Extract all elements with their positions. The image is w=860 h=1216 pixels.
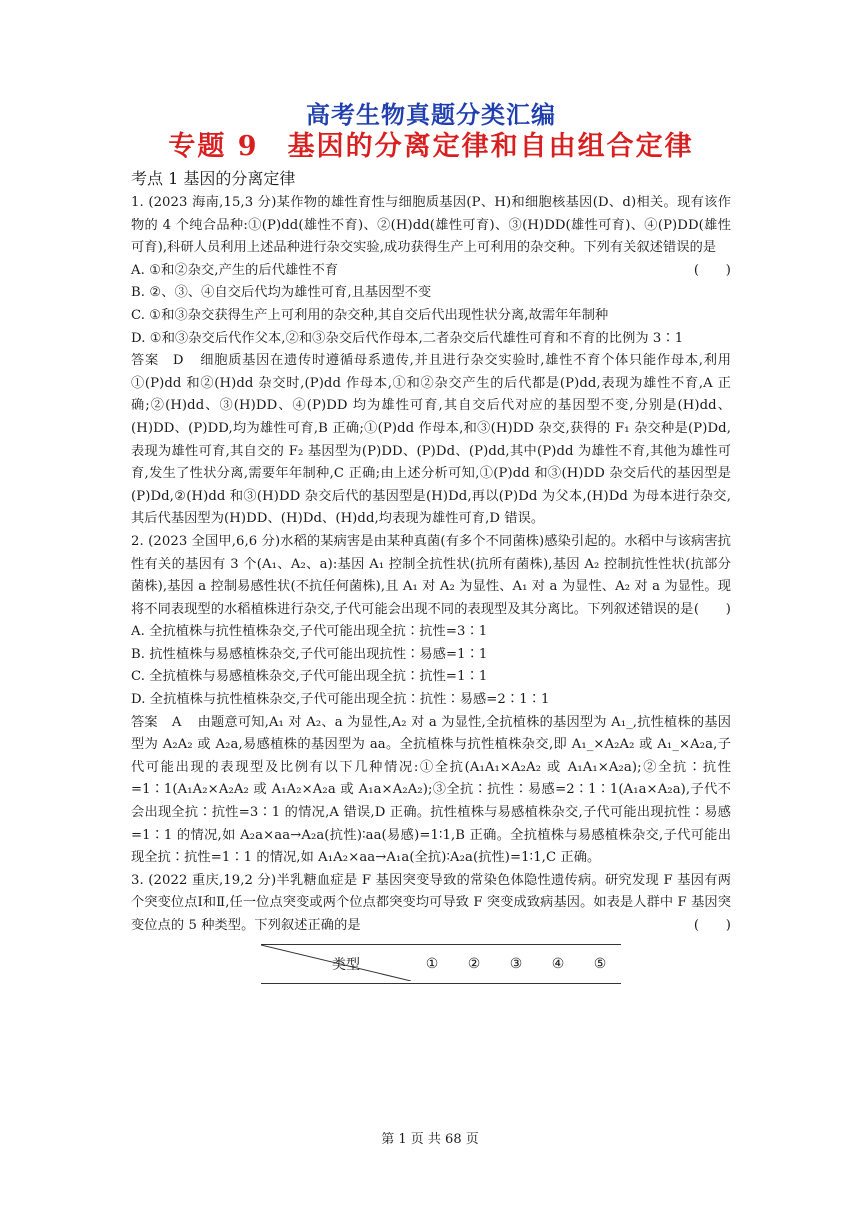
answer-letter: D — [172, 353, 184, 369]
question-stem-text: 1. (2023 海南,15,3 分)某作物的雄性育性与细胞质基因(P、H)和细胞核基因(D、d)相关。现有该作物的 4 个纯合品种:①(P)dd(雄性不育)、②(H)dd(雄性可育)、③(H)DD(雄性可育)、④(P)DD(雄性可育),科研人员利用上述品种进行杂交实验,成功获得生产上可利用的杂交种。下列有关叙述错误的是 — [131, 195, 731, 256]
option-a: A. ①和②杂交,产生的后代雄性不育 — [131, 262, 339, 278]
question-stem — [131, 531, 731, 621]
question-stem — [131, 870, 731, 938]
question-2 — [131, 531, 731, 870]
table-header-diagonal-cell — [261, 944, 411, 983]
answer-bracket: ( ) — [693, 601, 731, 617]
topic-title: 专题 9 基因的分离定律和自由组合定律 — [168, 131, 694, 162]
table-row — [261, 944, 621, 983]
question-1 — [131, 192, 731, 531]
option-c: C. ①和③杂交获得生产上可利用的杂交种,其自交后代出现性状分离,故需年年制种 — [131, 307, 609, 323]
answer-explanation — [131, 712, 731, 870]
table-header-cell: ② — [453, 944, 495, 983]
table-header-label: 类型 — [332, 956, 360, 973]
option-b: B. 抗性植株与易感植株杂交,子代可能出现抗性∶易感=1∶1 — [131, 646, 488, 662]
option-b: B. ②、③、④自交后代均为雄性可育,且基因型不变 — [131, 285, 432, 301]
section-heading: 考点 1 基因的分离定律 — [131, 169, 296, 188]
question-3 — [131, 870, 731, 984]
answer-letter: A — [171, 714, 182, 730]
table-header-cell: ③ — [495, 944, 537, 983]
question-stem-text: 3. (2022 重庆,19,2 分)半乳糖血症是 F 基因突变导致的常染色体隐性遗传病。研究发现 F 基因有两个突变位点Ⅰ和Ⅱ,任一位点突变或两个位点都突变均可导致 F 突变成致病基因。如表是人群中 F 基因突变位点的 5 种类型。下列叙述正确的是 — [131, 872, 731, 933]
option-a: A. 全抗植株与抗性植株杂交,子代可能出现全抗∶抗性=3∶1 — [131, 624, 488, 640]
explanation-text: 由题意可知,A₁ 对 A₂、a 为显性,A₂ 对 a 为显性,全抗植株的基因型为 A₁_,抗性植株的基因型为 A₂A₂ 或 A₂a,易感植株的基因型为 aa。全抗植株与抗性植株杂交,即 A₁_×A₂A₂ 或 A₁_×A₂a,子代可能出现的表现型及比例有以下几种情况:①全抗(A₁A₁×A₂A₂ 或 A₁A₁×A₂a);②全抗∶抗性=1∶1(A₁A₂×A₂A₂ 或 A₁A₂×A₂a 或 A₁a×A₂A₂);③全抗∶抗性∶易感=2∶1∶1(A₁a×A₂a),子代不会出现全抗∶抗性=3∶1 的情况,A 错误,D 正确。抗性植株与易感植株杂交,子代可能出现抗性∶易感=1∶1 的情况,如 A₂a×aa→A₂a(抗性)∶aa(易感)=1∶1,B 正确。全抗植株与易感植株杂交,子代可能出现全抗∶抗性=1∶1 的情况,如 A₁A₂×aa→A₁a(全抗)∶A₂a(抗性)=1∶1,C 正确。 — [131, 714, 731, 866]
document-page — [131, 100, 731, 984]
answer-label: 答案 — [131, 714, 158, 730]
mutation-type-table — [261, 944, 621, 984]
main-title: 高考生物真题分类汇编 — [306, 101, 556, 129]
page-footer: 第 1 页 共 68 页 — [381, 1132, 479, 1147]
table-header-cell: ⑤ — [579, 944, 621, 983]
answer-explanation — [131, 350, 731, 531]
explanation-text: 细胞质基因在遗传时遵循母系遗传,并且进行杂交实验时,雄性不育个体只能作母本,利用①(P)dd 和②(H)dd 杂交时,(P)dd 作母本,①和②杂交产生的后代都是(P)dd,表现为雄性不育,A 正确;②(H)dd、③(H)DD、④(P)DD 均为雄性可育,其自交后代对应的基因型不变,分别是(H)dd、(H)DD、(P)DD,均为雄性可育,B 正确;①(P)dd 作母本,和③(H)DD 杂交,获得的 F₁ 杂交种是(P)Dd,表现为雄性可育,其自交的 F₂ 基因型为(P)DD、(P)Dd、(P)dd,其中(P)dd 为雄性不育,其他为雄性可育,发生了性状分离,需要年年制种,C 正确;由上述分析可知,①(P)dd 和③(H)DD 杂交后代的基因型是(P)Dd,②(H)dd 和③(H)DD 杂交后代的基因型是(H)Dd,再以(P)Dd 为父本,(H)Dd 为母本进行杂交,其后代基因型为(H)DD、(H)Dd、(H)dd,均表现为雄性可育,D 错误。 — [131, 353, 731, 527]
option-d: D. 全抗植株与抗性植株杂交,子代可能出现全抗∶抗性∶易感=2∶1∶1 — [131, 692, 550, 708]
answer-label: 答案 — [131, 353, 159, 369]
table-header-cell: ① — [411, 944, 453, 983]
option-d: D. ①和③杂交后代作父本,②和③杂交后代作母本,二者杂交后代雄性可育和不育的比例为 3∶1 — [131, 330, 684, 346]
answer-bracket: ( ) — [693, 918, 731, 933]
question-stem-text: 2. (2023 全国甲,6,6 分)水稻的某病害是由某种真菌(有多个不同菌株)感染引起的。水稻中与该病害抗性有关的基因有 3 个(A₁、A₂、a):基因 A₁ 控制全抗性状(抗所有菌株),基因 A₂ 控制抗性性状(抗部分菌株),基因 a 控制易感性状(不抗任何菌株),且 A₁ 对 A₂ 为显性、A₁ 对 a 为显性、A₂ 对 a 为显性。现将不同表现型的水稻植株进行杂交,子代可能会出现不同的表现型及其分离比。下列叙述错误的是 — [131, 533, 731, 617]
table-header-cell: ④ — [537, 944, 579, 983]
answer-bracket: ( ) — [693, 262, 731, 278]
option-c: C. 全抗植株与易感植株杂交,子代可能出现全抗∶抗性=1∶1 — [131, 669, 488, 685]
